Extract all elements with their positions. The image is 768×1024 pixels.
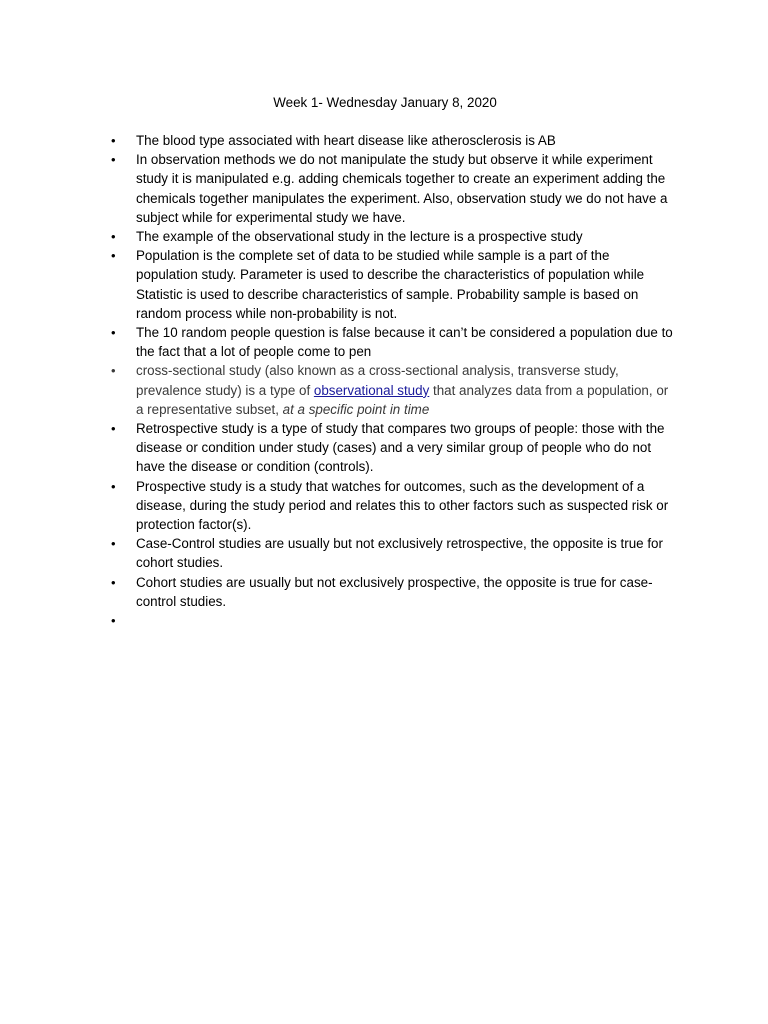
- list-item-text: Prospective study is a study that watches for outcomes, such as the development of a disease, during the study period and relates this to other factors such as suspected risk or protection factor(s).: [136, 478, 669, 533]
- bullet-icon: •: [111, 325, 116, 341]
- list-item-text: Cohort studies are usually but not exclusively prospective, the opposite is true for case-control studies.: [136, 574, 653, 609]
- bullet-icon: •: [111, 363, 116, 379]
- bullet-icon: •: [111, 478, 116, 494]
- list-item: [108, 419, 674, 477]
- bullet-icon: •: [111, 613, 116, 629]
- list-item: [108, 573, 674, 611]
- list-item-text: Population is the complete set of data to be studied while sample is a part of the population study. Parameter is used to describe the characteristics of population while Statistic is used to describe characteristics of sample. Probability sample is based on random process while non-probability is not.: [136, 248, 645, 321]
- list-item: [108, 227, 674, 246]
- list-item-text: The blood type associated with heart disease like atherosclerosis is AB: [136, 133, 556, 148]
- list-item-empty[interactable]: [108, 611, 674, 630]
- page-title-text: Week 1- Wednesday January 8, 2020: [273, 95, 497, 110]
- list-item-text: In observation methods we do not manipulate the study but observe it while experiment study it is manipulated e.g. adding chemicals together to create an experiment adding the chemicals together manipulates the experiment. Also, observation study we do not have a subject while for experimental study we have.: [136, 152, 668, 225]
- bullet-icon: •: [111, 536, 116, 552]
- list-item: [108, 150, 674, 227]
- bullet-icon: •: [111, 248, 116, 264]
- list-item-text: The 10 random people question is false because it can’t be considered a population due to the fact that a lot of people come to pen: [136, 325, 673, 360]
- bullet-icon: •: [111, 421, 116, 437]
- list-item: [108, 246, 674, 323]
- list-item: [108, 477, 674, 535]
- list-item-cross-sectional: [108, 361, 674, 419]
- list-item: [108, 534, 674, 572]
- cross-sectional-italic-text: at a specific point in time: [282, 401, 430, 417]
- cross-sectional-text-2: that analyzes data from a population, or a representative subset,: [136, 382, 669, 417]
- list-item-text: Case-Control studies are usually but not exclusively retrospective, the opposite is true for cohort studies.: [136, 536, 663, 571]
- notes-list: [108, 131, 674, 630]
- page-title: [0, 93, 768, 112]
- cross-sectional-text-1: cross-sectional study (also known as a cross-sectional analysis, transverse study, prevalence study) is a type of: [136, 363, 619, 398]
- bullet-icon: •: [111, 133, 116, 148]
- list-item-text: Retrospective study is a type of study that compares two groups of people: those with the disease or condition under study (cases) and a very similar group of people who do not have the disease or condition (controls).: [136, 421, 665, 475]
- bullet-icon: •: [111, 152, 116, 168]
- list-item: [108, 323, 674, 361]
- list-item-text: The example of the observational study in the lecture is a prospective study: [136, 229, 583, 245]
- list-item: [108, 131, 674, 150]
- bullet-icon: •: [111, 574, 116, 590]
- bullet-icon: •: [111, 229, 116, 245]
- observational-study-link[interactable]: observational study: [313, 382, 430, 398]
